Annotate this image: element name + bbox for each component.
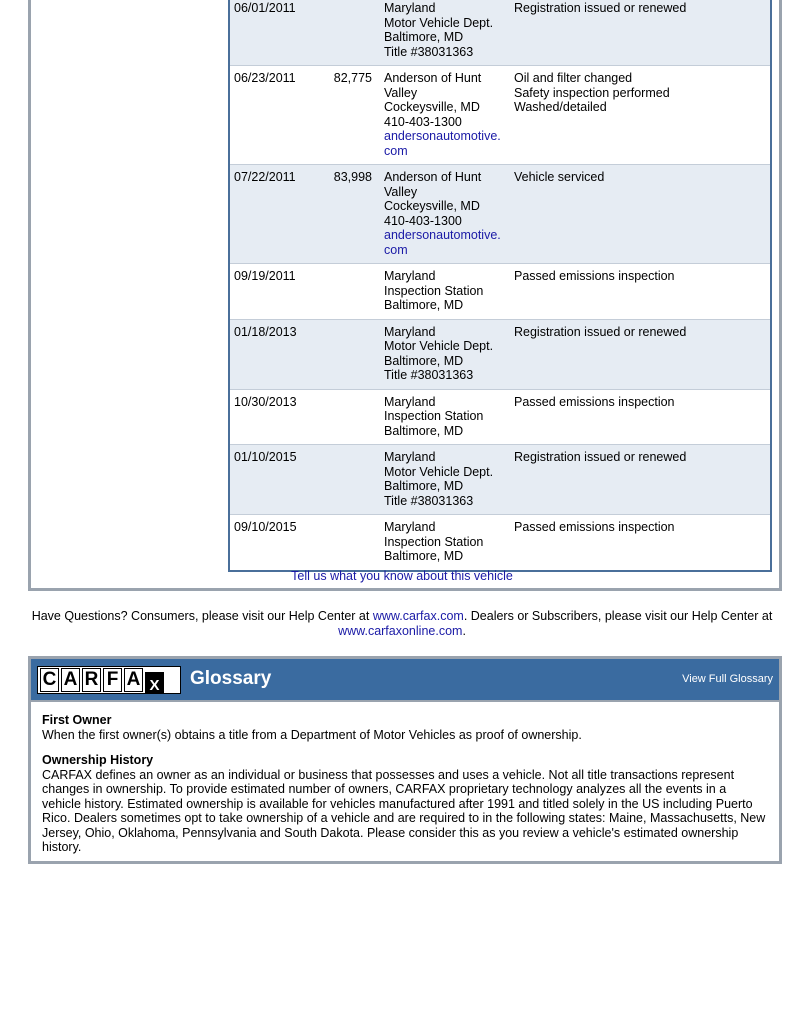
history-row (229, 66, 771, 165)
history-table (228, 0, 772, 572)
comment-line: Registration issued or renewed (514, 324, 687, 339)
record-date: 06/23/2011 (229, 66, 318, 165)
history-row (229, 445, 771, 515)
source-line: Maryland (384, 450, 436, 464)
source-line: 410-403-1300 (384, 114, 462, 129)
record-odometer: 83,998 (318, 165, 380, 264)
record-date: 07/22/2011 (229, 165, 318, 264)
comment-line: Passed emissions inspection (514, 269, 675, 283)
record-odometer (318, 319, 380, 389)
record-source (380, 515, 510, 571)
record-source (380, 264, 510, 320)
view-full-glossary-link[interactable]: View Full Glossary (682, 673, 773, 685)
record-source (380, 165, 510, 264)
logo-letter: X (145, 672, 164, 694)
record-source (380, 389, 510, 445)
source-line: Anderson of Hunt Valley (384, 71, 482, 100)
glossary-body (31, 702, 779, 855)
record-odometer (318, 389, 380, 445)
source-line: Maryland (384, 1, 436, 15)
source-line: Inspection Station (384, 409, 484, 423)
dealer-website-link[interactable]: andersonautomotive.com (384, 129, 501, 158)
source-line: Baltimore, MD (384, 298, 464, 312)
record-odometer: 82,775 (318, 66, 380, 165)
carfax-link[interactable]: www.carfax.com (372, 609, 464, 623)
record-comments (510, 445, 771, 515)
comment-line: Passed emissions inspection (514, 520, 675, 534)
source-line: Baltimore, MD (384, 353, 464, 368)
source-line: Baltimore, MD (384, 479, 464, 493)
record-source (380, 319, 510, 389)
history-row (229, 0, 771, 66)
glossary-panel (28, 656, 782, 864)
record-date: 01/18/2013 (229, 319, 318, 389)
glossary-title: Glossary (190, 668, 272, 689)
source-line: Anderson of Hunt Valley (384, 170, 482, 199)
glossary-term: First Owner (42, 713, 112, 727)
source-line: Title #38031363 (384, 44, 474, 59)
history-row (229, 319, 771, 389)
source-line: Inspection Station (384, 534, 484, 549)
record-source (380, 445, 510, 515)
source-line: Motor Vehicle Dept. (384, 339, 494, 353)
source-line: Maryland (384, 520, 436, 534)
logo-letter: F (103, 668, 122, 692)
logo-letter: C (40, 668, 59, 692)
comment-line: Registration issued or renewed (514, 1, 687, 15)
help-center-notice (28, 609, 776, 639)
glossary-term: Ownership History (42, 753, 154, 767)
logo-letter: A (124, 668, 143, 692)
record-odometer (318, 445, 380, 515)
source-line: Maryland (384, 269, 436, 283)
record-odometer (318, 0, 380, 66)
record-odometer (318, 515, 380, 571)
record-source (380, 0, 510, 66)
source-line: Motor Vehicle Dept. (384, 464, 494, 479)
help-suffix: . (462, 624, 466, 638)
source-line: Title #38031363 (384, 493, 474, 508)
record-comments (510, 0, 771, 66)
source-line: Cockeysville, MD (384, 100, 480, 114)
carfax-logo (37, 666, 181, 694)
source-line: Motor Vehicle Dept. (384, 15, 494, 30)
vehicle-history-panel (28, 0, 782, 591)
record-date: 06/01/2011 (229, 0, 318, 66)
record-comments (510, 264, 771, 320)
help-middle: . Dealers or Subscribers, please visit our Help Center at (463, 609, 773, 623)
record-date: 01/10/2015 (229, 445, 318, 515)
dealer-website-link[interactable]: andersonautomotive.com (384, 228, 501, 257)
source-line: Baltimore, MD (384, 549, 464, 563)
logo-letter: A (61, 668, 80, 692)
comment-line: Vehicle serviced (514, 170, 605, 184)
carfaxonline-link[interactable]: www.carfaxonline.com (338, 624, 463, 638)
comment-line: Oil and filter changed (514, 71, 633, 85)
source-line: Baltimore, MD (384, 423, 464, 438)
record-date: 09/10/2015 (234, 520, 297, 534)
comment-line: Passed emissions inspection (514, 394, 675, 409)
record-comments (510, 515, 771, 571)
source-line: Inspection Station (384, 283, 484, 298)
record-comments (510, 66, 771, 165)
history-row (229, 389, 771, 445)
source-line: Baltimore, MD (384, 30, 464, 44)
record-source (380, 66, 510, 165)
source-line: 410-403-1300 (384, 213, 462, 228)
source-line: Cockeysville, MD (384, 199, 480, 213)
record-comments (510, 389, 771, 445)
record-comments (510, 165, 771, 264)
history-row (229, 264, 771, 320)
comment-line: Safety inspection performed (514, 85, 670, 100)
help-prefix: Have Questions? Consumers, please visit our Help Center at (31, 609, 373, 623)
glossary-definition: When the first owner(s) obtains a title from a Department of Motor Vehicles as proof of ownership. (42, 727, 582, 742)
record-odometer (318, 264, 380, 320)
source-line: Maryland (384, 394, 436, 409)
record-comments (510, 319, 771, 389)
record-date: 10/30/2013 (229, 389, 318, 445)
tell-us-link[interactable]: Tell us what you know about this vehicle (291, 569, 513, 583)
logo-letter: R (82, 668, 101, 692)
source-line: Title #38031363 (384, 368, 474, 382)
history-row (229, 515, 771, 571)
glossary-header (31, 659, 779, 702)
glossary-definition: CARFAX defines an owner as an individual or business that possesses and uses a vehicle. Not all title transactions represent changes in ownership. To provide estimated number of owners, CARFAX proprietary technology analyzes all the events in a vehicle history. Estimated ownership is available for vehicles manufactured after 1991 and titled solely in the US including Puerto Rico. Dealers sometimes opt to take ownership of a vehicle and are required to in the following states: Maine, Massachusetts, New Jersey, Ohio, Oklahoma, Pennsylvania and South Dakota. Please consider this as you review a vehicle's estimated ownership history. (42, 767, 766, 854)
comment-line: Washed/detailed (514, 100, 607, 114)
comment-line: Registration issued or renewed (514, 450, 687, 464)
record-date: 09/19/2011 (229, 264, 318, 320)
source-line: Maryland (384, 324, 436, 339)
history-row (229, 165, 771, 264)
